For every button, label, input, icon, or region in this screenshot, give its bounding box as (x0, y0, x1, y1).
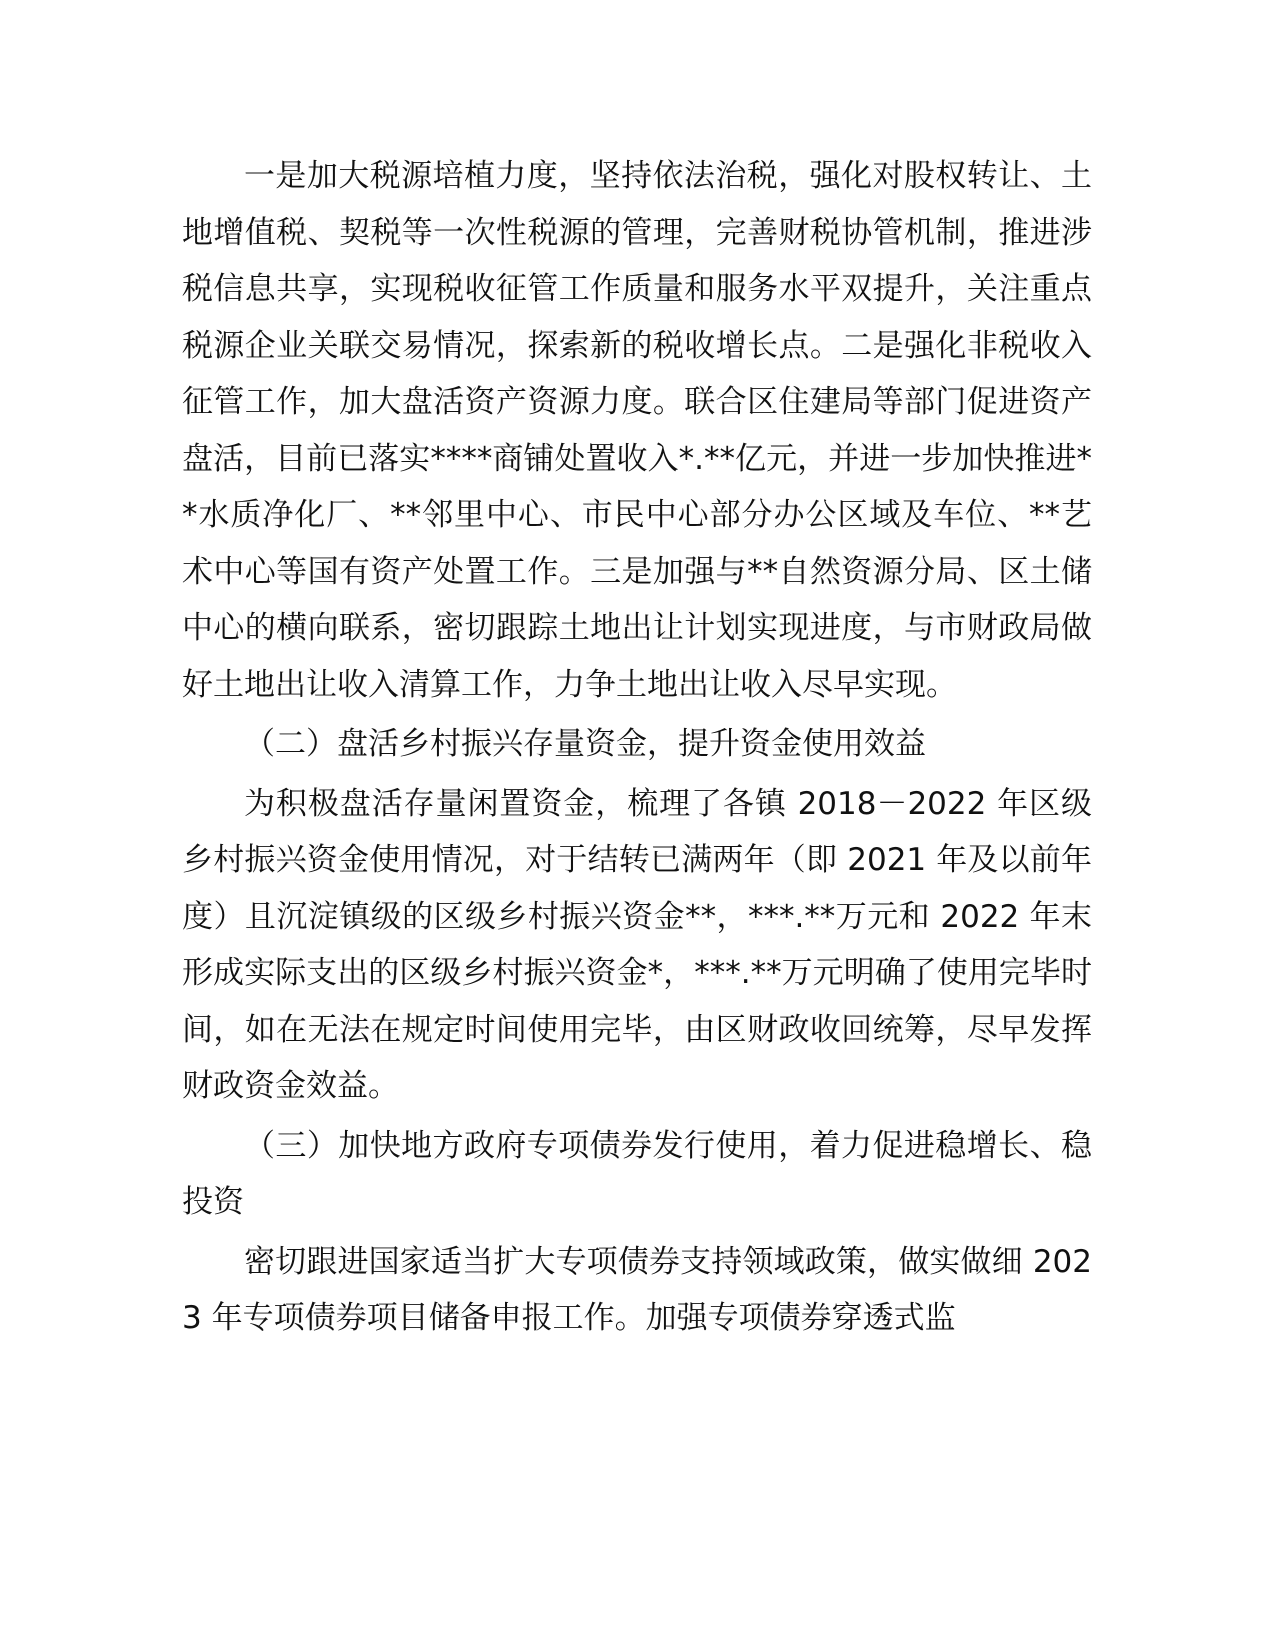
paragraph-special-bonds: 密切跟进国家适当扩大专项债券支持领域政策，做实做细 2023 年专项债券项目储备申报工作。加强专项债券穿透式监 (182, 1243, 1092, 1336)
paragraph-tax-measures: 一是加大税源培植力度，坚持依法治税，强化对股权转让、土地增值税、契税等一次性税源的管理，完善财税协管机制，推进涉税信息共享，实现税收征管工作质量和服务水平双提升，关注重点税源企业关联交易情况，探索新的税收增长点。二是强化非税收入征管工作，加大盘活资产资源力度。联合区住建局等部门促进资产盘活，目前已落实****商铺处置收入*.**亿元，并进一步加快推进**水质净化厂、**邻里中心、市民中心部分办公区域及车位、**艺术中心等国有资产处置工作。三是加强与**自然资源分局、区土储中心的横向联系，密切跟踪土地出让计划实现进度，与市财政局做好土地出让收入清算工作，力争土地出让收入尽早实现。 (182, 158, 1092, 703)
document-page (182, 148, 1092, 1347)
paragraph-rural-funds: 为积极盘活存量闲置资金，梳理了各镇 2018－2022 年区级乡村振兴资金使用情况，对于结转已满两年（即 2021 年及以前年度）且沉淀镇级的区级乡村振兴资金**，***.**万元和 2022 年末形成实际支出的区级乡村振兴资金*，***.**万元明确了使用完毕时间，如在无法在规定时间使用完毕，由区财政收回统筹，尽早发挥财政资金效益。 (182, 785, 1092, 1104)
section-heading-2: （二）盘活乡村振兴存量资金，提升资金使用效益 (244, 726, 926, 762)
section-heading-3: （三）加快地方政府专项债券发行使用，着力促进稳增长、稳投资 (182, 1127, 1092, 1220)
